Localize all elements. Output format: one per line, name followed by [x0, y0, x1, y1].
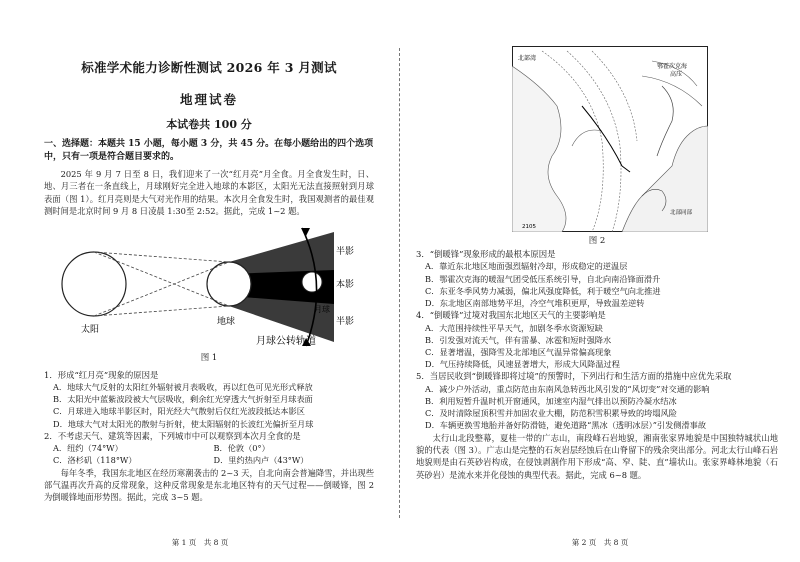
- figure-2-weather-map: [512, 46, 708, 232]
- q2-options-row-1: [44, 442, 374, 454]
- sun-label: 太阳: [81, 324, 100, 335]
- right-page-footer: 第 2 页 共 8 页: [571, 538, 629, 547]
- figure-1-caption: 图 1: [200, 352, 218, 363]
- earth-label: 地球: [217, 316, 236, 327]
- q4-option-a: A．大范围持续性平旱天气，加剧冬季水资源短缺: [425, 322, 603, 333]
- map-label-high: 高压: [670, 71, 683, 78]
- moon-label: 月球: [314, 304, 330, 314]
- q5-option-c: C．及时清除屋顶积雪并加固农业大棚，防范积雪积累导致的垮塌风险: [425, 408, 677, 419]
- intro-paragraph: 2025 年 9 月 7 日至 8 日，我们迎来了一次“红月亮”月全食。月全食发生时，日、地、月三者在一条直线上，月球刚好完全进入地球的本影区，太阳光无法直接照射到月球表面（图 1）。红月亮则是大气对光作用的结果。本次月全食发生时，我国观测者的最佳观测时间是北京时间 9 月 8 日凌晨 1:30至 2:52。据此，完成 1~2 题。: [44, 169, 374, 217]
- right-questions: [416, 248, 778, 481]
- q2-option-d: D．里约热内卢（43°W）: [213, 455, 309, 466]
- weather-map-svg: [512, 46, 708, 232]
- q2-option-a: A．纽约（74°W）: [53, 443, 123, 454]
- right-page: [400, 0, 800, 562]
- moon-circle: [302, 272, 322, 292]
- q5-option-b: B．利用短暂升温时机开窗通风，加速室内湿气排出以预防冷凝水结冰: [425, 396, 677, 407]
- subject-title: 地理试卷: [179, 92, 238, 107]
- earth-circle: [207, 262, 251, 306]
- q3-option-b: B．鄂霍次克海的暖湿气团受低压系统引导，自北向南沿锋面滑升: [425, 273, 661, 284]
- q4-option-c: C．显著增温，强降雪及北部地区气温异常偏高现象: [425, 347, 612, 358]
- q1-stem: 1．形成“红月亮”现象的原因是: [44, 369, 159, 380]
- left-page-footer: 第 1 页 共 8 页: [171, 538, 229, 547]
- map-label-br: 北部同部: [670, 210, 693, 216]
- penumbra-bottom-label: 半影: [336, 316, 355, 327]
- exam-title: 标准学术能力诊断性测试 2026 年 3 月测试: [81, 60, 337, 75]
- q1-option-a: A．地球大气反射的太阳红外辐射被月表吸收，再以红色可见光形式释放: [53, 382, 313, 393]
- eclipse-svg: [44, 224, 374, 349]
- q1-option-b: B．太阳光中蓝紫波段被大气层吸收，剩余红光穿透大气折射至月球表面: [53, 394, 313, 405]
- q3-option-d: D．东北地区南部地势平坦，冷空气堆积更厚，导致温差逆转: [425, 298, 645, 309]
- figure-1-eclipse-diagram: [44, 224, 374, 349]
- total-score: 本试卷共 100 分: [166, 118, 252, 131]
- umbra-label: 本影: [336, 279, 355, 290]
- q2-stem: 2．不考虑天气、建筑等因素，下列城市中可以观察到本次月全食的是: [44, 430, 301, 441]
- q4-option-b: B．引发强对流天气，伴有雷暴、冰雹和短时强降水: [425, 334, 612, 345]
- q3-option-a: A．靠近东北地区地面强烈辐射冷却，形成稳定的逆温层: [425, 261, 628, 272]
- q2-option-c: C．洛杉矶（118°W）: [53, 455, 137, 466]
- figure-2-caption: 图 2: [588, 236, 606, 246]
- q5-option-a: A．减少户外活动，重点防范由东南风急转西北风引发的“风切变”对交通的影响: [425, 383, 710, 394]
- sun-circle: [62, 252, 126, 316]
- map-label-okhotsk: 鄂霍次克海: [657, 63, 688, 70]
- q1-option-d: D．地球大气对太阳光的散射与折射，使太阳辐射的长波红光偏折至月球: [53, 418, 314, 429]
- q5-stem: 5．当居民收到“倒暖锋即将过境”的预警时，下列出行和生活方面的措施中应优先采取: [416, 371, 732, 382]
- q2-option-b: B．伦敦（0°）: [213, 443, 270, 454]
- intro-paragraph-2: 每年冬季，我国东北地区在经历寒潮袭击的 2~3 天，自北向南会普遍降雪，并出现些部气温再次升高的反常现象，这种反常现象是东北地区特有的天气过程——倒暖锋，图 2 为倒暖锋地面形势图。据此，完成 3~5 题。: [44, 467, 374, 503]
- intro-paragraph-3: 太行山北段整幕，夏桂一带的广志山，南段峰石岩地貌，湘南张家界地貌是中国独特城状山地貌的代表（图 3）。广志山是完整的石灰岩层经蚀后在山脊留下的残余突出部分。河北太行山峰石岩地貌则是由石英砂岩构成，在侵蚀剥割作用下形成“高、窄、陡、直”墙状山。张家界峰林地貌（石英砂岩）是流水来并化侵蚀的典型代表。据此，完成 6~8 题。: [416, 432, 778, 480]
- orbit-label: 月球公转轨道: [256, 335, 316, 347]
- q5-option-d: D．车辆更换雪地胎并备好防滑链，避免道路“黑冰（透明冰层）”引发侧滑事故: [425, 420, 707, 431]
- q3-stem: 3．“倒暖锋”现象形成的最根本原因是: [416, 249, 556, 259]
- q4-stem: 4．“倒暖锋”过境对我国东北地区天气的主要影响是: [416, 310, 606, 321]
- map-label-north: 北部湾: [518, 55, 537, 62]
- q4-option-d: D．气压持续降低，风速显著增大，形成大风降温过程: [425, 359, 620, 370]
- q2-options-row-2: [44, 454, 374, 466]
- q1-option-c: C．月球进入地球半影区时，阳光经大气散射后仅红光波段抵达本影区: [53, 406, 305, 417]
- section-header: 一、选择题：本题共 15 小题，每小题 3 分，共 45 分。在每小题给出的四个选项中，只有一项是符合题目要求的。: [44, 139, 374, 162]
- map-label-bottom: 2105: [522, 224, 536, 230]
- penumbra-top-label: 半影: [336, 246, 355, 257]
- q3-option-c: C．东亚冬季风势力减弱，偏北风强度降低，利于暖空气向北推进: [425, 285, 661, 296]
